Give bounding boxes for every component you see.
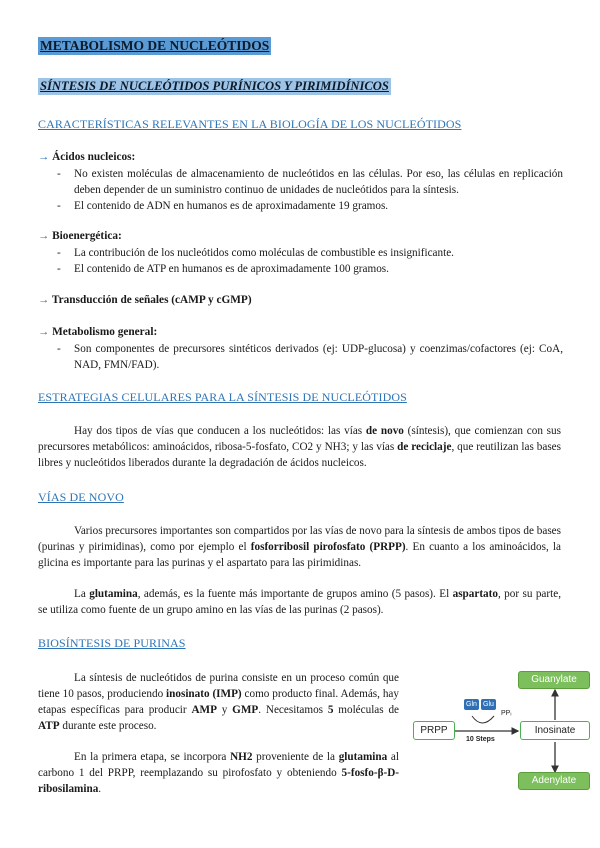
steps-label: 10 Steps <box>466 736 495 743</box>
arrow-icon: → <box>38 151 50 163</box>
section-heading-biosintesis: BIOSÍNTESIS DE PURINAS <box>38 636 186 650</box>
group-heading-metabolismo: → Metabolismo general: <box>38 326 158 338</box>
bullet-dash-icon: - <box>57 168 61 180</box>
document-title: METABOLISMO DE NUCLEÓTIDOS <box>40 38 270 53</box>
section-heading-estrategias: ESTRATEGIAS CELULARES PARA LA SÍNTESIS DE NUCLEÓTIDOS <box>38 390 407 404</box>
gln-badge: Gln <box>464 699 479 710</box>
list-item: - El contenido de ATP en humanos es de aproximadamente 100 gramos. <box>57 263 389 275</box>
bullet-dash-icon: - <box>57 200 61 212</box>
adenylate-node: Adenylate <box>518 772 590 790</box>
bullet-dash-icon: - <box>57 263 61 275</box>
paragraph-purinas-2: En la primera etapa, se incorpora NH2 proveniente de la glutamina al carbono 1 del PRPP, reemplazando su pirofosfato y obteniendo 5-fosfo-β-D-ribosilamina. <box>38 751 399 795</box>
paragraph-vias-1: Varios precursores importantes son compartidos por las vías de novo para la síntesis de ambos tipos de bases (purinas y pirimidinas), como por ejemplo el fosforribosil pirofosfato (PRPP). En cuanto a los aminoácidos, la glicina es importante para las purinas y el aspartato para las pirimidinas. <box>38 525 562 569</box>
bullet-dash-icon: - <box>57 247 61 259</box>
document-subtitle: SÍNTESIS DE NUCLEÓTIDOS PURÍNICOS Y PIRIMIDÍNICOS <box>40 79 389 93</box>
group-heading-transduccion: → Transducción de señales (cAMP y cGMP) <box>38 294 252 306</box>
purine-pathway-diagram <box>410 670 595 800</box>
glu-badge: Glu <box>481 699 496 710</box>
section-heading-vias-de-novo: VÍAS DE NOVO <box>38 490 124 504</box>
group-heading-bioenergetica: → Bioenergética: <box>38 230 122 242</box>
list-item: - Son componentes de precursores sintéticos derivados (ej: UDP-glucosa) y coenzimas/cofactores (ej: CoA, NAD, FMN/FAD). <box>57 343 563 371</box>
arrow-icon: → <box>38 230 50 242</box>
bullet-dash-icon: - <box>57 343 61 355</box>
group-heading-acidos: → Ácidos nucleicos: <box>38 151 136 163</box>
section-heading-caracteristicas: CARACTERÍSTICAS RELEVANTES EN LA BIOLOGÍA DE LOS NUCLEÓTIDOS <box>38 117 462 131</box>
inosinate-node: Inosinate <box>520 721 590 740</box>
paragraph-estrategias: Hay dos tipos de vías que conducen a los nucleótidos: las vías de novo (síntesis), que comienzan con sus precursores metabólicos: aminoácidos, ribosa-5-fosfato, CO2 y NH3; y las vías de reciclaje, que reutilizan las bases libres y nucleótidos liberados durante la degradación de ácidos nucleicos. <box>38 425 561 469</box>
arrow-icon: → <box>38 326 50 338</box>
paragraph-purinas-1: La síntesis de nucleótidos de purina consiste en un proceso común que tiene 10 pasos, produciendo inosinato (IMP) como producto final. Además, hay etapas específicas para producir AMP y GMP. Necesitamos 5 moléculas de ATP durante este proceso. <box>38 672 399 732</box>
list-item: - La contribución de los nucleótidos como moléculas de combustible es insignificante. <box>57 247 454 259</box>
guanylate-node: Guanylate <box>518 671 590 689</box>
prpp-node: PRPP <box>413 721 455 740</box>
ppi-label: PPᵢ <box>501 710 512 717</box>
list-item: - No existen moléculas de almacenamiento de nucleótidos en las células. Por eso, las células en replicación deben depender de un suministro continuo de unidades de nucleótidos para la síntesis. <box>57 168 563 196</box>
arrow-icon: → <box>38 294 50 306</box>
paragraph-vias-2: La glutamina, además, es la fuente más importante de grupos amino (5 pasos). El aspartato, por su parte, se utiliza como fuente de un grupo amino en las vías de las purinas (2 pasos). <box>38 588 561 616</box>
list-item: - El contenido de ADN en humanos es de aproximadamente 19 gramos. <box>57 200 389 212</box>
